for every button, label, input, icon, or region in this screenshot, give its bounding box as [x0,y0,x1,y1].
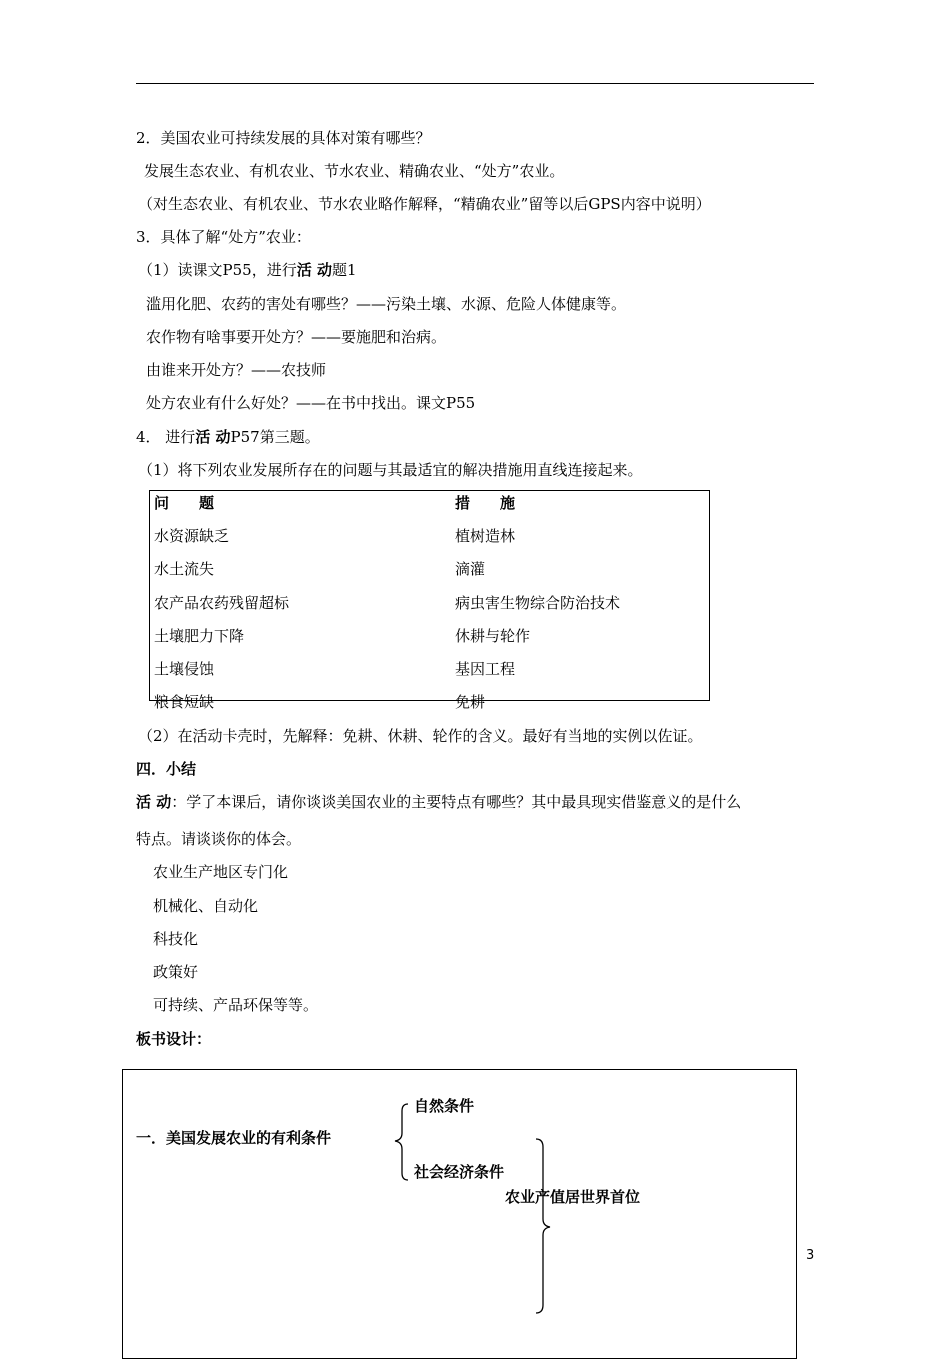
table-measure: 滴灌 [455,560,486,578]
table-measure: 免耕 [455,693,486,711]
table-measure: 植树造林 [455,527,516,545]
table-measure: 基因工程 [455,660,516,678]
table-problem: 土壤肥力下降 [154,627,245,645]
board-heading: 板书设计： [136,1030,212,1048]
board-left-label: 一．美国发展农业的有利条件 [136,1129,332,1147]
summary-point: 政策好 [153,963,199,981]
page-number: 3 [806,1248,815,1263]
left-brace [392,1102,412,1182]
q3-item1: （1）读课文P55，进行活 动题1 [138,261,357,279]
q2-note: （对生态农业、有机农业、节水农业略作解释，“精确农业”留等以后GPS内容中说明） [138,195,711,213]
q4-title: 4． 进行活 动P57第三题。 [136,428,320,446]
right-brace [532,1137,554,1315]
q4-item1: （1）将下列农业发展所存在的问题与其最适宜的解决措施用直线连接起来。 [138,461,643,479]
board-result: 农业产值居世界首位 [505,1188,641,1206]
activity-label: 活 动 [136,793,172,811]
board-branch-socioeconomic: 社会经济条件 [414,1163,505,1181]
summary-point: 机械化、自动化 [153,897,259,915]
q4-item2: （2）在活动卡壳时，先解释：免耕、休耕、轮作的含义。最好有当地的实例以佐证。 [138,727,703,745]
table-problem: 粮食短缺 [154,693,215,711]
summary-heading: 四．小结 [136,760,197,778]
header-rule [136,83,814,84]
activity-label: 活 动 [195,428,231,446]
table-measure: 病虫害生物综合防治技术 [455,594,621,612]
summary-activity-cont: 特点。请谈谈你的体会。 [136,830,302,848]
q3-qa-2: 农作物有啥事要开处方？——要施肥和治病。 [146,328,447,346]
table-measure: 休耕与轮作 [455,627,531,645]
table-header-measure: 措 施 [455,494,516,512]
q3-qa-1: 滥用化肥、农药的害处有哪些？——污染土壤、水源、危险人体健康等。 [146,295,627,313]
summary-point: 科技化 [153,930,199,948]
table-header-problem: 问 题 [154,494,215,512]
table-problem: 水土流失 [154,560,215,578]
table-problem: 水资源缺乏 [154,527,230,545]
q2-answer: 发展生态农业、有机农业、节水农业、精确农业、“处方”农业。 [144,162,565,180]
summary-activity: 活 动：学了本课后，请你谈谈美国农业的主要特点有哪些？其中最具现实借鉴意义的是什么 [136,793,742,811]
table-problem: 土壤侵蚀 [154,660,215,678]
summary-point: 可持续、产品环保等等。 [153,996,319,1014]
activity-label: 活 动 [296,261,332,279]
q2-title: 2．美国农业可持续发展的具体对策有哪些？ [136,129,431,147]
summary-point: 农业生产地区专门化 [153,863,289,881]
q3-qa-4: 处方农业有什么好处？——在书中找出。课文P55 [146,394,476,412]
table-problem: 农产品农药残留超标 [154,594,290,612]
q3-title: 3．具体了解“处方”农业： [136,228,311,246]
board-branch-natural: 自然条件 [414,1097,475,1115]
q3-qa-3: 由谁来开处方？——农技师 [146,361,327,379]
